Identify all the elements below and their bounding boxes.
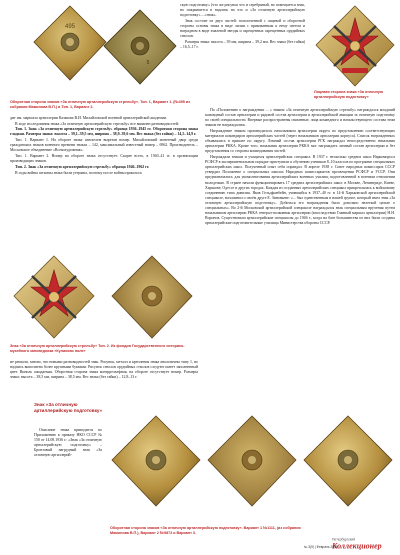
caption-bottom: Оборотная сторона знаков «За отличную артиллерийскую подготовку». Вариант 1 №1111, (из собрания Мамонова В.П.), Вариант 2 №9872 и Вариант 3. — [110, 526, 301, 535]
paragraph: Знак состоит из двух частей: позолоченной с лицевой и оборотной стороны основы знака в виде лилии с прикованным к нему светом и наградном в виде эмалевой звезды и скрещенных скрещенных орудийных стволов. — [180, 18, 305, 39]
issue-label: № 3(9) | Февраль 2019 — [304, 545, 338, 549]
badge-type2-reverse-image — [108, 252, 196, 342]
paragraph: По «Положению о награждении ... » знаком «За отличную артиллерийскую стрельбу» награждался младший командный состав артиллерии и рядовой состав артиллерии и артиллерийской авиации за отличную подготовку по своей специальности. Впервые распространены связанные, лица командного и начальствующего состава этим знаком не награждались. — [205, 108, 395, 128]
paragraph: скую подготовку» (что же рисунок что и серебряный, но помещается знак, но покрывается в надпись на что и «За отличную артиллерийскую подготовку» – «знак». — [180, 3, 305, 18]
left-text-block — [10, 116, 198, 248]
paragraph: Тип. 1. Вариант 2. Номер на обороте знака отсутствует. Скорее всего, в 1940–41 гг. в организации производящих знаков. — [10, 154, 198, 164]
magazine-logo — [302, 536, 394, 550]
paragraph: Тип. 1. Вариант 1. На обороте знака штихелем вырезан номер. Михайловский монетный двор среди гражданских знаков военного времени знаках – 142, максимальный известный номер – 6962. Производитель – Московское объединение «Всекохудожник». — [10, 138, 198, 153]
paragraph: В ходе исследования знака «За отличную артиллерийскую стрельбу» все выявлен разновидностей: — [15, 121, 180, 126]
caption-top-left: Оборотная сторона знаков «За отличную артиллерийскую стрельбу». Тип. 1, Вариант 1. (№495 из собрания Мамонова В.П.) и Тип. 1, Вариант 2. — [10, 100, 190, 109]
photo-badge-front-artillery-training — [312, 2, 398, 90]
logo-image — [302, 536, 394, 550]
photo-badge-type2-reverse — [108, 252, 196, 342]
paragraph: Описание знака приводится по Приложению к приказу НКО СССР № 150 от 14.08.1936 г.: «Знак «За отличную артиллерийскую подготовку» – Бронзовый нагрудный знак «За отличную артиллерий- — [34, 428, 102, 458]
caption-middle-left: Знак «За отличную артиллерийскую стрельбу» Тип. 2. Из фондов Государственного историко-музейного заповедника «Куликово поле» — [10, 344, 185, 353]
badge-number-label: 495 — [64, 24, 76, 30]
right-text-block — [205, 108, 395, 410]
section-text-block — [34, 428, 102, 474]
paragraph: Тип. 1. Знак «За отличную артиллерийскую стрельбу» образца 1936–1945 гг. Оборотная сторона знака гладкая. Размеры знака: высота – 39,1–39,5 мм, ширина – 38,9–39,6 мм. Вес знака (без гайки) – 14,5–14,9 г. — [10, 127, 198, 137]
badge-type2-image — [10, 252, 98, 342]
paragraph: Размеры знака: высота – 39 мм, ширина – 39,2 мм. Вес знака (без гайки) – 16,5–17 г. — [180, 39, 305, 49]
paragraph: ие решили, заново, что новыми разновидностей знак. Рисунок, металл и крепления знака аналогичны типу 1, но надпись выполнена более крупными буквами. Рисунок стволов орудийных стволов следуют имеет заполненный цвет. Виноль ожидаемая. Оборотная сторона знака контррельефная, на обороте отсутствует номер. Размеры знака: высота – 38,5 мм, ширина – 38,5 мм. Вес знака (без гайки) – 12,8–13 г. — [10, 360, 198, 380]
middle-left-text-block — [10, 360, 198, 396]
caption-top-right: Лицевая сторона знака «За отличную артиллерийскую подготовку» — [314, 90, 384, 99]
paragraph: В годы войны штампы знака были утеряны, поэтому после войны пришлось — [15, 170, 143, 175]
paragraph: дит им. маршала артиллерии Казакова В.И. Михайловской военной артиллерийской академии. — [10, 116, 167, 120]
photo-bottom-badges — [108, 410, 396, 526]
top-right-text-block — [180, 3, 305, 103]
badge-front-image — [312, 2, 398, 90]
photo-badge-type2-front — [10, 252, 98, 342]
badge-number-label: 5 — [146, 60, 150, 66]
badge-reverse-pair-image — [30, 2, 180, 100]
paragraph: Награждали знаком и учащихся артиллерийских спецшкол. В 1937 г. несколько средних школ Наркомпроса РСФСР в экспериментальном порядке приступили к обучению учеников 8–10 классов по программе специальных артиллерийских школ. Полученный опыт себя оправдал. В апреле 1938 г. Совет народных комиссаров СССР утвердил Положение о специальных школах Народных комиссариатов просвещения РСФСР и УССР. Они предназначались для укомплектования артиллерийских военных училищ подготовленной в военном отношении молодежью. В стране начали функционировать 17 средних артиллерийских школ: в Москве, Ленинграде, Киеве, Харькове, Одессе и других городах. Каждая из созданных артиллерийских спецшкол прикреплялась к войсковому соединению типа дивизия. Яков Гельдфанбейн, учившийся в 1937–40 гг. в 14-й Харьковской артиллерийской спецшколе, вспоминал о своём друге Е. Зиновьеве: «... был единственным в нашей группе, который имел знак «За отличную артиллерийскую подготовку». Добиться его награждения было довольно нелегкой целью о специальных». Во 2-й Московской артиллерийской спецшколе награждался знак специальным вручения путем начальником артиллерии РККА генерал-полковник артиллерии (впоследствии Главный маршал артиллерии) Н.Н. Воронов. Существовали артиллерийские спецшколы до 1946 г., когда на базе большинства из них были созданы артиллерийские подготовительные училища Министерства обороны СССР. — [205, 155, 395, 226]
section-title: Знак «За отличную артиллерийскую подготовку» — [34, 402, 103, 413]
photo-badge-reverse-type1 — [30, 2, 180, 100]
logo-line1: Петербургский — [332, 537, 356, 542]
paragraph: Награждение знаком производилось начальником артиллерии округа по представлению соответствующих материалов командиров артиллерийских частей (через начальников артиллерии корпуса). Список награжденных объявлялись в приказе по округу. Личный состав артиллерии РГК награждал непосредственно начальник артиллерии РККА. Кроме того, начальник артиллерии РККА мог награждать личный состав артиллерии и без представления со стороны командования частей. — [205, 128, 395, 154]
logo-line2: Коллекционер — [332, 541, 382, 550]
paragraph: Тип. 2. Знак «За отличную артиллерийскую стрельбу» образца 1946–1962 гг. — [15, 164, 150, 169]
bottom-badges-image — [108, 410, 396, 526]
